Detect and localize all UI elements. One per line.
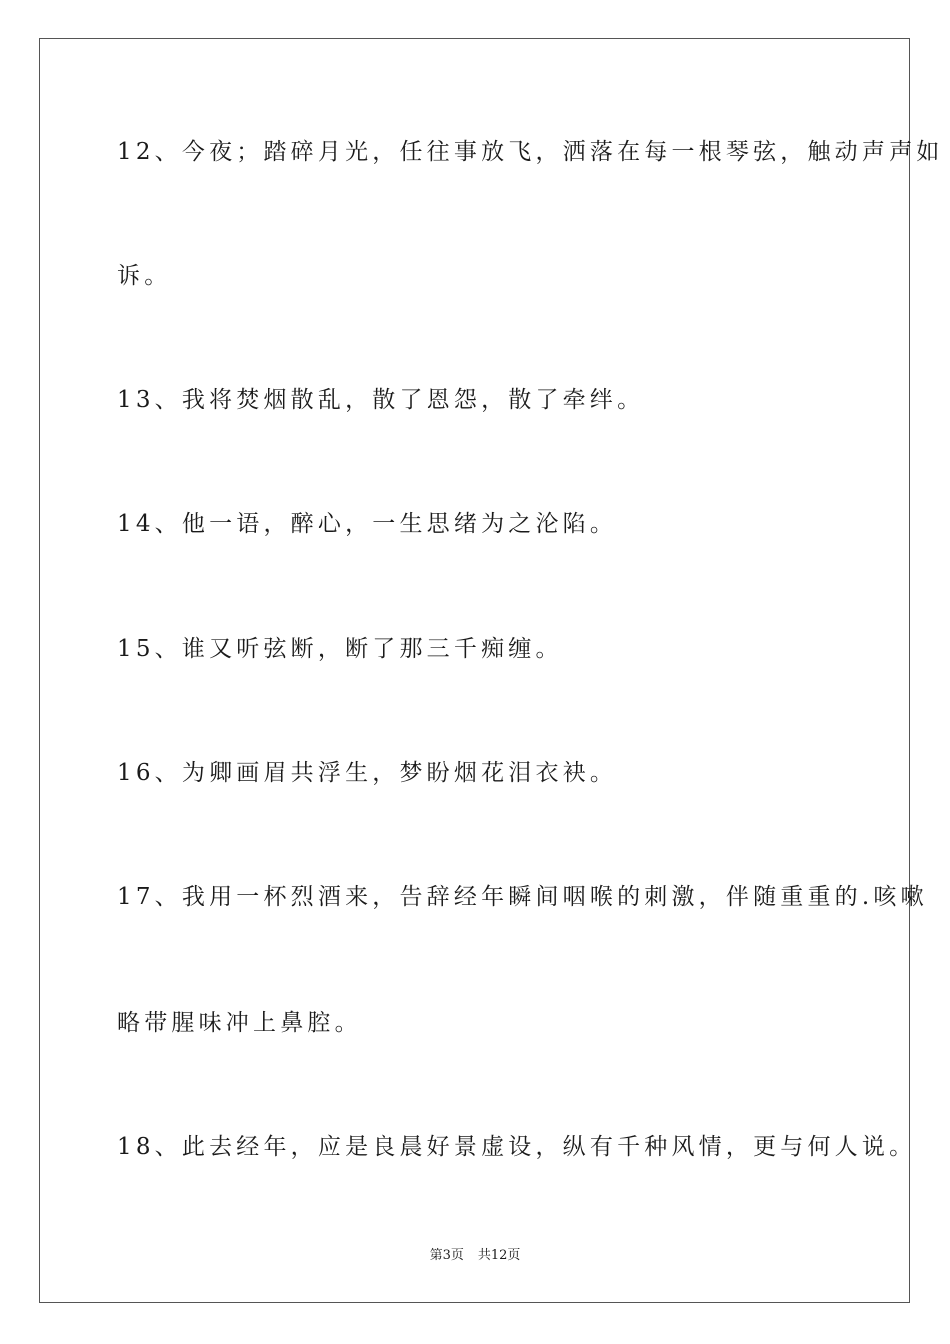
text-line: 略带腥味冲上鼻腔。 bbox=[117, 1010, 362, 1036]
page-footer bbox=[0, 1247, 950, 1265]
page-number: 第3页 bbox=[429, 1248, 464, 1263]
text-line: 17、我用一杯烈酒来，告辞经年瞬间咽喉的刺激，伴随重重的.咳嗽 bbox=[117, 884, 928, 910]
text-line: 16、为卿画眉共浮生，梦盼烟花泪衣袂。 bbox=[117, 760, 618, 786]
text-line: 诉。 bbox=[117, 263, 172, 289]
text-line: 18、此去经年，应是良晨好景虚设，纵有千种风情，更与何人说。 bbox=[117, 1134, 917, 1160]
text-line: 15、谁又听弦断，断了那三千痴缠。 bbox=[117, 636, 563, 662]
text-line: 13、我将焚烟散乱，散了恩怨，散了牵绊。 bbox=[117, 387, 645, 413]
page-border bbox=[39, 38, 944, 1303]
text-line: 12、今夜；踏碎月光，任往事放飞，洒落在每一根琴弦，触动声声如 bbox=[117, 139, 944, 165]
page-total: 共12页 bbox=[477, 1248, 521, 1263]
text-line: 14、他一语，醉心，一生思绪为之沦陷。 bbox=[117, 511, 618, 537]
